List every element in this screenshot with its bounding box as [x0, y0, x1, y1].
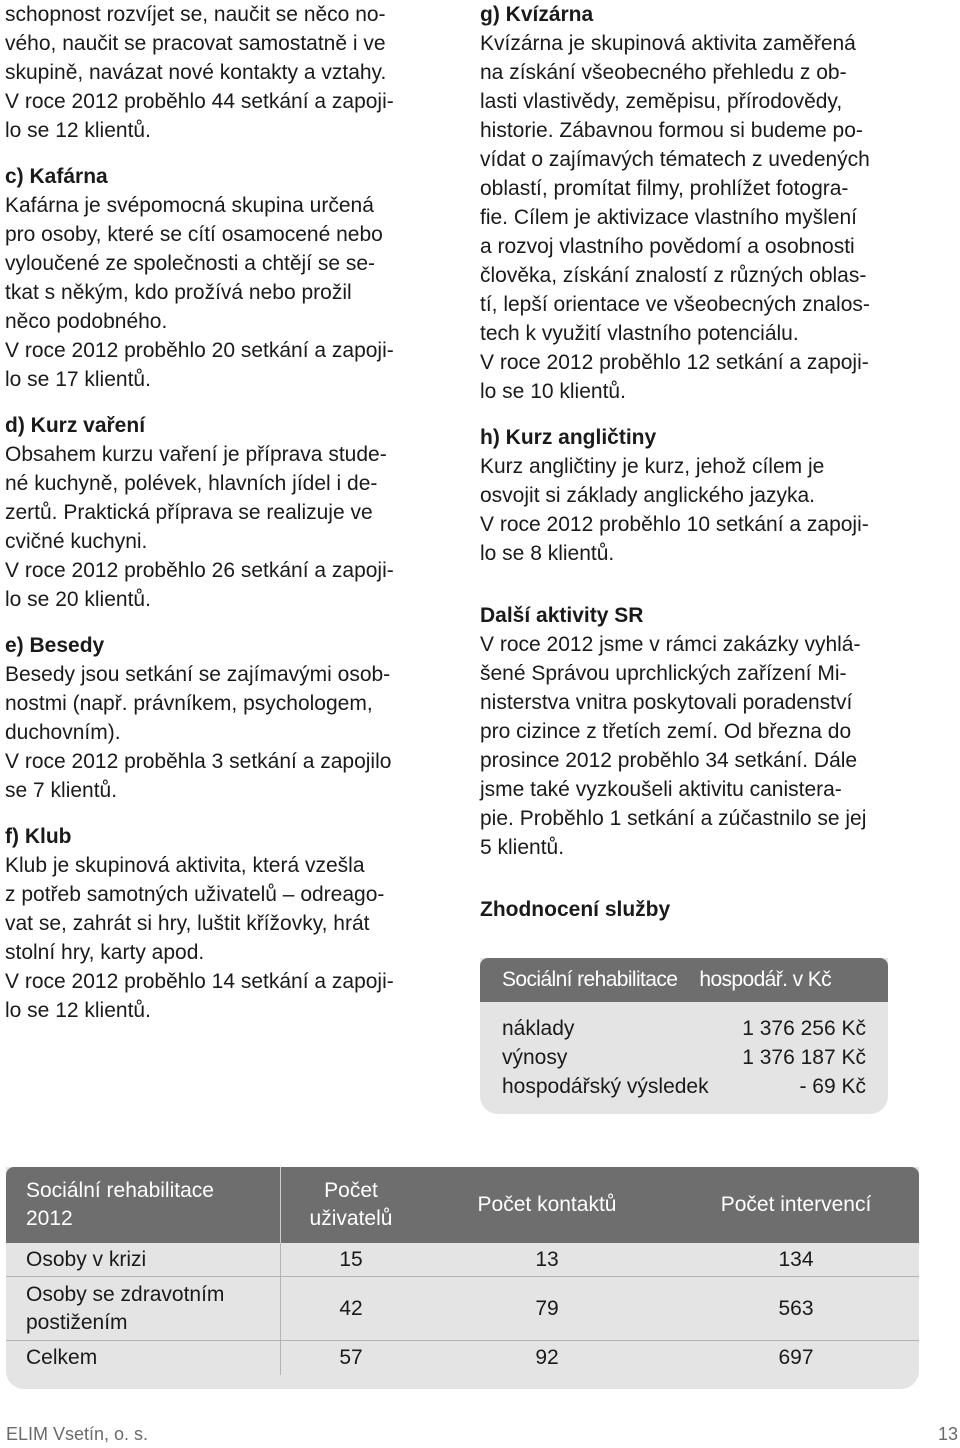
- row-label: náklady: [502, 1017, 575, 1040]
- row-label: Celkem: [6, 1341, 281, 1375]
- row-label-text: Osoby se zdravotním: [26, 1282, 225, 1306]
- table-row: [6, 1341, 919, 1375]
- table-row: [502, 1072, 866, 1101]
- row-label: výnosy: [502, 1046, 568, 1069]
- text-line: vat se, zahrát si hry, luštit křížovky, hrát: [5, 912, 370, 935]
- text-line: pie. Proběhlo 1 setkání a zúčastnilo se jej: [480, 807, 867, 830]
- text-line: lasti vlastivědy, zeměpisu, přírodovědy,: [480, 90, 843, 113]
- text-line: osvojit si základy anglického jazyka.: [480, 484, 815, 507]
- text-line: cvičné kuchyni.: [5, 530, 148, 553]
- section-heading: h) Kurz angličtiny: [480, 426, 657, 449]
- header-cell-users: [281, 1167, 421, 1243]
- row-value: 1 376 256 Kč: [742, 1017, 866, 1040]
- text-line: V roce 2012 proběhlo 26 setkání a zapoji-: [5, 559, 394, 582]
- text-line: V roce 2012 proběhlo 12 setkání a zapoji-: [480, 351, 869, 374]
- text-line: historie. Zábavnou formou si budeme po-: [480, 119, 863, 142]
- table-row: [502, 1043, 866, 1072]
- cell-interventions: 563: [778, 1296, 814, 1320]
- cell-contacts: 92: [535, 1346, 559, 1369]
- header-cell-interventions: Počet intervencí: [720, 1193, 872, 1216]
- text-line: V roce 2012 proběhla 3 setkání a zapojilo: [5, 750, 392, 773]
- section-kurz-vareni: [5, 411, 450, 614]
- header-text: Sociální rehabilitace: [26, 1179, 214, 1202]
- row-label-text: postižením: [26, 1310, 128, 1334]
- left-column: [5, 0, 450, 1025]
- header-text: 2012: [26, 1207, 73, 1230]
- text-line: lo se 8 klientů.: [480, 542, 615, 565]
- intro-paragraph: [5, 0, 450, 145]
- section-besedy: [5, 631, 450, 805]
- section-kurz-anglictiny: [480, 423, 925, 568]
- text-line: prosince 2012 proběhlo 34 setkání. Dále: [480, 749, 858, 772]
- text-line: 5 klientů.: [480, 836, 565, 859]
- economic-summary-table: [480, 958, 888, 1114]
- row-value: - 69 Kč: [799, 1075, 866, 1098]
- row-label: [6, 1277, 281, 1340]
- text-line: Kvízárna je skupinová aktivita zaměřená: [480, 32, 856, 55]
- text-line: nostmi (např. právníkem, psychologem,: [5, 692, 373, 715]
- text-line: V roce 2012 proběhlo 44 setkání a zapoji-: [5, 90, 394, 113]
- section-kafarna: [5, 162, 450, 394]
- text-line: skupině, navázat nové kontakty a vztahy.: [5, 61, 387, 84]
- text-line: V roce 2012 proběhlo 14 setkání a zapoji-: [5, 970, 394, 993]
- section-heading: e) Besedy: [5, 634, 105, 657]
- section-heading: Další aktivity SR: [480, 604, 644, 627]
- text-line: z potřeb samotných uživatelů – odreago-: [5, 883, 385, 906]
- text-line: schopnost rozvíjet se, naučit se něco no-: [5, 3, 386, 26]
- section-heading: g) Kvízárna: [480, 3, 594, 26]
- section-heading: d) Kurz vaření: [5, 414, 146, 437]
- summary-header-label: Sociální rehabilitace: [502, 968, 678, 991]
- header-text: uživatelů: [309, 1207, 393, 1230]
- row-label: hospodářský výsledek: [502, 1075, 709, 1098]
- stats-table: [6, 1167, 919, 1389]
- section-kvizarna: [480, 0, 925, 406]
- text-line: duchovním).: [5, 721, 121, 744]
- header-text: Počet: [324, 1179, 378, 1202]
- text-line: fie. Cílem je aktivizace vlastního myšlení: [480, 206, 857, 229]
- text-line: lo se 17 klientů.: [5, 368, 151, 391]
- text-line: na získání všeobecného přehledu z ob-: [480, 61, 847, 84]
- footer-organization: ELIM Vsetín, o. s.: [6, 1424, 149, 1444]
- section-heading: f) Klub: [5, 825, 72, 848]
- text-line: Obsahem kurzu vaření je příprava stude-: [5, 443, 387, 466]
- row-value: 1 376 187 Kč: [742, 1046, 866, 1069]
- text-line: něco podobného.: [5, 310, 168, 333]
- summary-table-header: [480, 958, 888, 1002]
- text-line: a rozvoj vlastního povědomí a osobnosti: [480, 235, 855, 258]
- summary-table-body: [480, 1002, 888, 1101]
- cell-users: 15: [339, 1247, 363, 1271]
- section-heading: c) Kafárna: [5, 165, 108, 188]
- section-zhodnoceni: [480, 895, 925, 924]
- section-heading: Zhodnocení služby: [480, 898, 671, 921]
- text-line: vého, naučit se pracovat samostatně i ve: [5, 32, 386, 55]
- text-line: oblastí, promítat filmy, prohlížet fotogra-: [480, 177, 849, 200]
- text-line: lo se 20 klientů.: [5, 588, 151, 611]
- text-line: lo se 12 klientů.: [5, 999, 151, 1022]
- text-line: tkat s někým, kdo prožívá nebo prožil: [5, 281, 352, 304]
- header-cell-service: [6, 1167, 281, 1243]
- text-line: jsme také vyzkoušeli aktivitu canistera-: [480, 778, 842, 801]
- row-label: Osoby v krizi: [6, 1243, 281, 1276]
- stats-table-header: [6, 1167, 919, 1243]
- text-line: Besedy jsou setkání se zajímavými osob-: [5, 663, 391, 686]
- text-line: tí, lepší orientace ve všeobecných znalos-: [480, 293, 870, 316]
- cell-interventions: 697: [778, 1346, 814, 1369]
- cell-contacts: 13: [535, 1247, 559, 1271]
- text-line: V roce 2012 jsme v rámci zakázky vyhlá-: [480, 633, 861, 656]
- text-line: Kafárna je svépomocná skupina určená: [5, 194, 374, 217]
- cell-interventions: 134: [778, 1247, 814, 1271]
- summary-header-unit: hospodář. v Kč: [699, 968, 832, 991]
- table-row: [502, 1014, 866, 1043]
- text-line: vídat o zajímavých tématech z uvedených: [480, 148, 870, 171]
- section-dalsi-aktivity: [480, 601, 925, 862]
- cell-users: 57: [339, 1346, 363, 1369]
- page-number: 13: [938, 1424, 959, 1444]
- header-cell-contacts: Počet kontaktů: [477, 1193, 617, 1216]
- text-line: člověka, získání znalostí z různých oblas-: [480, 264, 867, 287]
- text-line: stolní hry, karty apod.: [5, 941, 205, 964]
- text-line: tech k využití vlastního potenciálu.: [480, 322, 799, 345]
- text-line: Klub je skupinová aktivita, která vzešla: [5, 854, 365, 877]
- text-line: Kurz angličtiny je kurz, jehož cílem je: [480, 455, 825, 478]
- text-line: lo se 12 klientů.: [5, 119, 151, 142]
- text-line: lo se 10 klientů.: [480, 380, 626, 403]
- text-line: pro osoby, které se cítí osamocené nebo: [5, 223, 383, 246]
- text-line: pro cizince z třetích zemí. Od března do: [480, 720, 852, 743]
- text-line: né kuchyně, polévek, hlavních jídel i de-: [5, 472, 378, 495]
- right-column: [480, 0, 925, 924]
- table-row: [6, 1243, 919, 1277]
- cell-contacts: 79: [535, 1296, 559, 1320]
- table-row: [6, 1277, 919, 1341]
- text-line: se 7 klientů.: [5, 779, 118, 802]
- text-line: V roce 2012 proběhlo 10 setkání a zapoji-: [480, 513, 869, 536]
- text-line: šené Správou uprchlických zařízení Mi-: [480, 662, 847, 685]
- section-klub: [5, 822, 450, 1025]
- text-line: nisterstva vnitra poskytovali poradenství: [480, 691, 853, 714]
- cell-users: 42: [339, 1296, 363, 1320]
- text-line: zertů. Praktická příprava se realizuje ve: [5, 501, 373, 524]
- text-line: vyloučené ze společnosti a chtějí se se-: [5, 252, 376, 275]
- text-line: V roce 2012 proběhlo 20 setkání a zapoji-: [5, 339, 394, 362]
